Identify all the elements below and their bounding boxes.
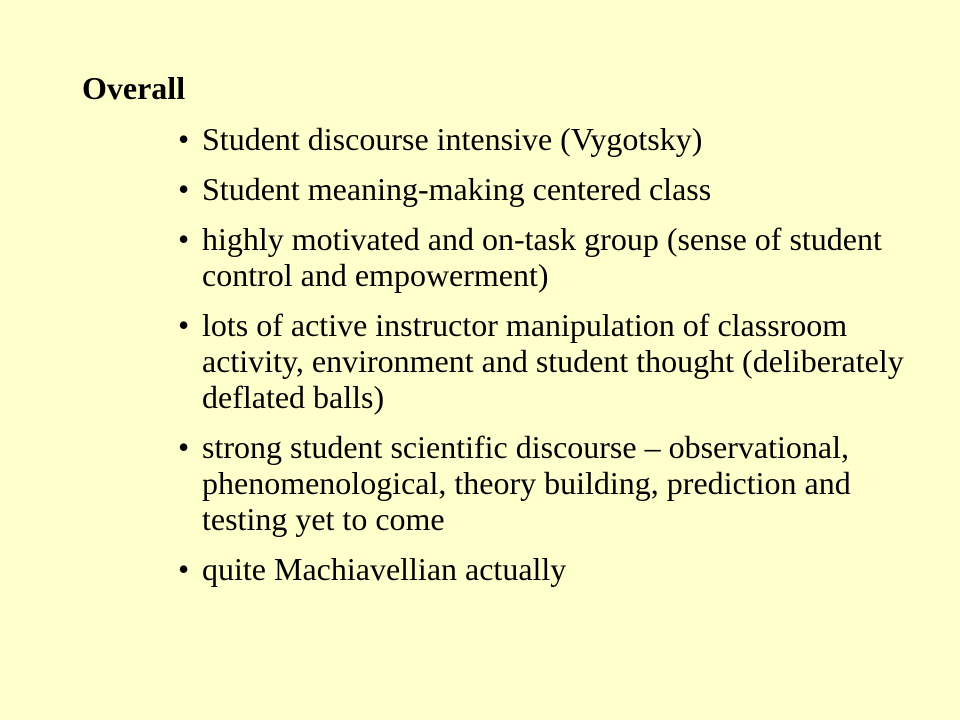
bullet-icon: • bbox=[178, 121, 190, 157]
bullet-item bbox=[178, 307, 918, 415]
slide-heading: Overall bbox=[82, 70, 186, 106]
bullet-item bbox=[178, 121, 918, 157]
bullet-item bbox=[178, 551, 918, 587]
bullet-text: Student meaning-making centered class bbox=[202, 171, 712, 207]
bullet-item bbox=[178, 171, 918, 207]
bullet-text: quite Machiavellian actually bbox=[202, 551, 567, 587]
bullet-text: Student discourse intensive (Vygotsky) bbox=[202, 121, 703, 157]
bullet-text: highly motivated and on-task group (sense of student control and empowerment) bbox=[202, 221, 882, 293]
bullet-icon: • bbox=[178, 307, 190, 343]
bullet-icon: • bbox=[178, 171, 190, 207]
bullet-text: lots of active instructor manipulation of classroom activity, environment and student thought (deliberately deflated balls) bbox=[202, 307, 904, 415]
bullet-item bbox=[178, 429, 918, 537]
bullet-icon: • bbox=[178, 221, 190, 257]
bullet-item bbox=[178, 221, 918, 293]
bullet-icon: • bbox=[178, 551, 190, 587]
bullet-icon: • bbox=[178, 429, 190, 465]
bullet-text: strong student scientific discourse – observational, phenomenological, theory building, prediction and testing yet to come bbox=[202, 429, 851, 537]
bullet-list bbox=[178, 121, 918, 601]
